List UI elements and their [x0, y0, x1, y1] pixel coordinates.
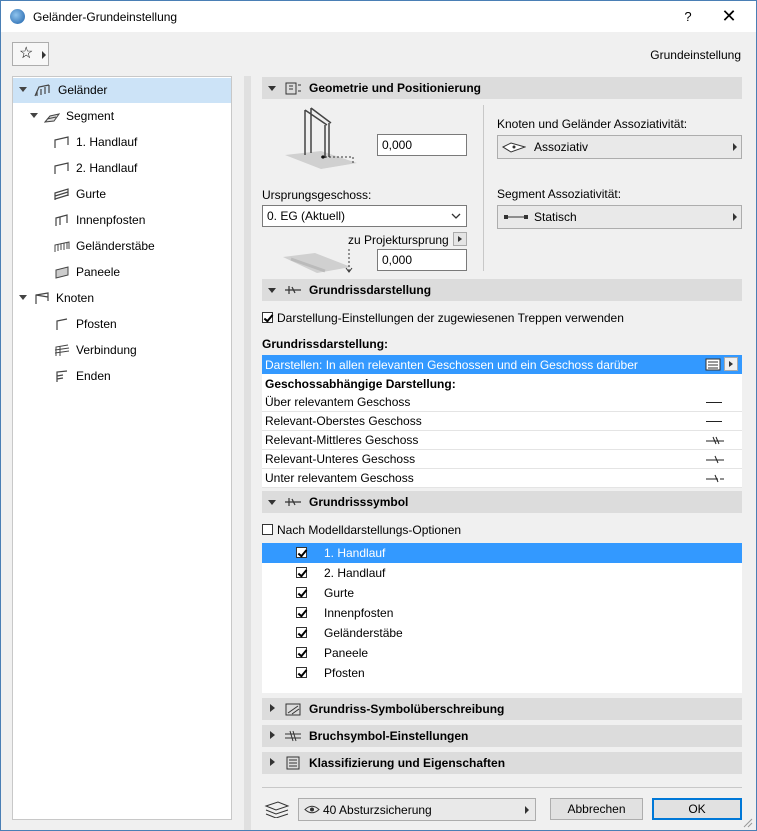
railing-icon — [34, 84, 50, 97]
symbol-checkbox[interactable] — [296, 667, 307, 678]
origin-story-select[interactable] — [262, 205, 467, 227]
layer-value: 40 Absturzsicherung — [323, 803, 432, 817]
panel-icon — [54, 266, 70, 279]
story-row-label: Relevant-Oberstes Geschoss — [265, 414, 422, 428]
chevron-down-icon — [451, 213, 461, 220]
connection-icon — [54, 344, 70, 357]
story-display-header: Geschossabhängige Darstellung: — [265, 377, 456, 391]
symbol-row-label: Pfosten — [324, 666, 365, 680]
chevron-down-icon — [268, 288, 276, 293]
offset-preview — [281, 245, 357, 275]
archicad-logo-icon — [10, 9, 25, 24]
tree-item-label: Geländerstäbe — [76, 239, 155, 253]
story-display-icon — [705, 358, 721, 371]
panel-divider — [244, 76, 251, 830]
story-row[interactable] — [262, 469, 742, 488]
chevron-right-icon — [729, 361, 733, 367]
handrail-icon — [54, 162, 70, 175]
section-title: Grundrissdarstellung — [309, 283, 432, 297]
symbol-row-label: 1. Handlauf — [324, 546, 386, 560]
symbol-row[interactable] — [262, 623, 742, 643]
tree-item-inner-posts[interactable] — [13, 208, 231, 233]
tree-item-label: Pfosten — [76, 317, 117, 331]
use-stairs-label: Darstellung-Einstellungen der zugewiesenen Treppen verwenden — [277, 311, 624, 325]
symbol-checkbox[interactable] — [296, 587, 307, 598]
tree-item-rails[interactable] — [13, 182, 231, 207]
assoc-label: Knoten und Geländer Assoziativität: — [497, 117, 688, 131]
section-header-symbol-override[interactable] — [262, 698, 742, 720]
symbol-row[interactable] — [262, 563, 742, 583]
chevron-down-icon — [268, 86, 276, 91]
symbol-row-label: Gurte — [324, 586, 355, 600]
tree-item-label: 2. Handlauf — [76, 161, 138, 175]
chevron-down-icon[interactable] — [30, 113, 38, 118]
symbol-checkbox[interactable] — [296, 647, 307, 658]
story-row-label: Über relevantem Geschoss — [265, 395, 411, 409]
cancel-button[interactable]: Abbrechen — [550, 798, 643, 820]
story-row[interactable] — [262, 431, 742, 450]
help-button[interactable]: ? — [684, 9, 692, 24]
tree-item-label: Enden — [76, 369, 111, 383]
star-icon: ☆ — [19, 45, 34, 62]
close-button[interactable]: ✕ — [721, 6, 737, 26]
chevron-right-icon — [42, 51, 46, 59]
title-bar — [1, 1, 756, 32]
tree-item-connection[interactable] — [13, 338, 231, 363]
solid-line-icon — [706, 402, 722, 403]
story-row[interactable] — [262, 450, 742, 469]
handrail-icon — [54, 136, 70, 149]
railing-height-input[interactable]: 0,000 — [377, 134, 467, 156]
symbol-row[interactable] — [262, 663, 742, 683]
segment-assoc-dropdown[interactable] — [497, 205, 742, 229]
symbol-row[interactable] — [262, 543, 742, 563]
segment-assoc-value: Statisch — [534, 210, 577, 224]
symbol-checkbox[interactable] — [296, 567, 307, 578]
rails-icon — [54, 188, 70, 201]
section-header-classification[interactable] — [262, 752, 742, 774]
chevron-down-icon[interactable] — [19, 295, 27, 300]
offset-input[interactable]: 0,000 — [377, 249, 467, 271]
resize-grip-icon[interactable] — [742, 817, 754, 829]
floorplan-display-list — [262, 355, 742, 488]
geometry-icon — [284, 81, 302, 95]
project-origin-toggle[interactable] — [453, 232, 467, 246]
balusters-icon — [54, 240, 70, 253]
symbol-row-label: Paneele — [324, 646, 369, 660]
story-row-label: Relevant-Mittleres Geschoss — [265, 433, 419, 447]
chevron-right-icon — [270, 731, 275, 739]
chevron-right-icon — [525, 806, 529, 814]
railing-height-preview — [281, 105, 361, 171]
ok-button[interactable]: OK — [652, 798, 742, 820]
break-symbol-icon — [284, 729, 302, 743]
display-mode-value: Darstellen: In allen relevanten Geschossen und ein Geschoss darüber — [265, 358, 638, 372]
tree-item-ends[interactable] — [13, 364, 231, 389]
separator — [483, 105, 484, 271]
tree-item-nodes[interactable] — [13, 286, 231, 311]
section-header-symbol[interactable] — [262, 491, 742, 513]
chevron-right-icon — [270, 704, 275, 712]
eye-icon — [304, 804, 320, 815]
tree-item-panels[interactable] — [13, 260, 231, 285]
tree-item-posts[interactable] — [13, 312, 231, 337]
chevron-right-icon — [270, 758, 275, 766]
tree-item-label: Segment — [66, 109, 115, 123]
section-header-break-symbol[interactable] — [262, 725, 742, 747]
chevron-right-icon — [458, 236, 462, 242]
window-title: Geländer-Grundeinstellung — [33, 10, 178, 24]
project-origin-label: zu Projektursprung — [348, 233, 449, 247]
solid-line-icon — [706, 421, 722, 422]
footer-separator — [262, 787, 742, 788]
lower-break-line-icon — [706, 455, 724, 464]
symbol-checkbox[interactable] — [296, 627, 307, 638]
segment-icon — [44, 110, 60, 123]
node-icon — [34, 292, 50, 305]
section-title: Bruchsymbol-Einstellungen — [309, 729, 469, 743]
symbol-checkbox[interactable] — [296, 547, 307, 558]
story-row-label: Unter relevantem Geschoss — [265, 471, 414, 485]
display-mode-arrow[interactable] — [724, 357, 738, 371]
default-settings-label: Grundeinstellung — [650, 48, 741, 62]
model-options-label: Nach Modelldarstellungs-Optionen — [277, 523, 462, 537]
symbol-list — [262, 543, 742, 693]
section-title: Grundrisssymbol — [309, 495, 409, 509]
origin-story-value: 0. EG (Aktuell) — [267, 209, 346, 223]
settings-tree — [12, 76, 232, 820]
floorplan-icon — [284, 495, 302, 509]
post-icon — [54, 318, 70, 331]
model-options-checkbox[interactable] — [262, 524, 273, 535]
symbol-row[interactable] — [262, 603, 742, 623]
tree-item-label: Verbindung — [76, 343, 137, 357]
story-row-label: Relevant-Unteres Geschoss — [265, 452, 416, 466]
section-title: Klassifizierung und Eigenschaften — [309, 756, 506, 770]
symbol-checkbox[interactable] — [296, 607, 307, 618]
display-mode-row[interactable] — [262, 355, 742, 374]
use-stairs-checkbox[interactable] — [262, 312, 273, 323]
chevron-down-icon[interactable] — [19, 87, 27, 92]
classification-icon — [284, 756, 302, 770]
tree-item-handrail-1[interactable] — [13, 130, 231, 155]
inner-post-icon — [54, 214, 70, 227]
section-header-floorplan[interactable] — [262, 279, 742, 301]
static-icon — [504, 213, 528, 221]
chevron-right-icon — [733, 213, 737, 221]
story-row[interactable] — [262, 393, 742, 412]
origin-story-label: Ursprungsgeschoss: — [262, 188, 372, 202]
end-icon — [54, 370, 70, 383]
layers-icon — [264, 800, 290, 818]
segment-assoc-label: Segment Assoziativität: — [497, 187, 622, 201]
tree-item-label: Innenpfosten — [76, 213, 146, 227]
tree-item-label: Paneele — [76, 265, 121, 279]
symbol-row[interactable] — [262, 643, 742, 663]
chevron-right-icon — [733, 143, 737, 151]
chevron-down-icon — [268, 500, 276, 505]
symbol-row-label: 2. Handlauf — [324, 566, 386, 580]
tree-item-segment[interactable] — [13, 104, 231, 129]
section-title: Geometrie und Positionierung — [309, 81, 482, 95]
floorplan-display-label: Grundrissdarstellung: — [262, 337, 389, 351]
tree-item-label: Gurte — [76, 187, 107, 201]
section-header-geometry[interactable] — [262, 77, 742, 99]
tree-item-railing[interactable] — [13, 78, 231, 103]
symbol-row-label: Innenpfosten — [324, 606, 394, 620]
favorites-button[interactable] — [12, 42, 49, 66]
symbol-row-label: Geländerstäbe — [324, 626, 403, 640]
layer-dropdown[interactable] — [298, 798, 536, 821]
story-row[interactable] — [262, 412, 742, 431]
assoc-value: Assoziativ — [534, 140, 589, 154]
tree-item-label: 1. Handlauf — [76, 135, 138, 149]
section-title: Grundriss-Symbolüberschreibung — [309, 702, 505, 716]
break-line-icon — [706, 436, 724, 445]
below-line-icon — [706, 474, 724, 483]
tree-item-label: Knoten — [56, 291, 95, 305]
override-icon — [284, 702, 302, 716]
floorplan-icon — [284, 283, 302, 297]
tree-item-balusters[interactable] — [13, 234, 231, 259]
tree-item-label: Geländer — [58, 83, 108, 97]
tree-item-handrail-2[interactable] — [13, 156, 231, 181]
symbol-row[interactable] — [262, 583, 742, 603]
associative-icon — [502, 142, 526, 153]
assoc-dropdown[interactable] — [497, 135, 742, 159]
